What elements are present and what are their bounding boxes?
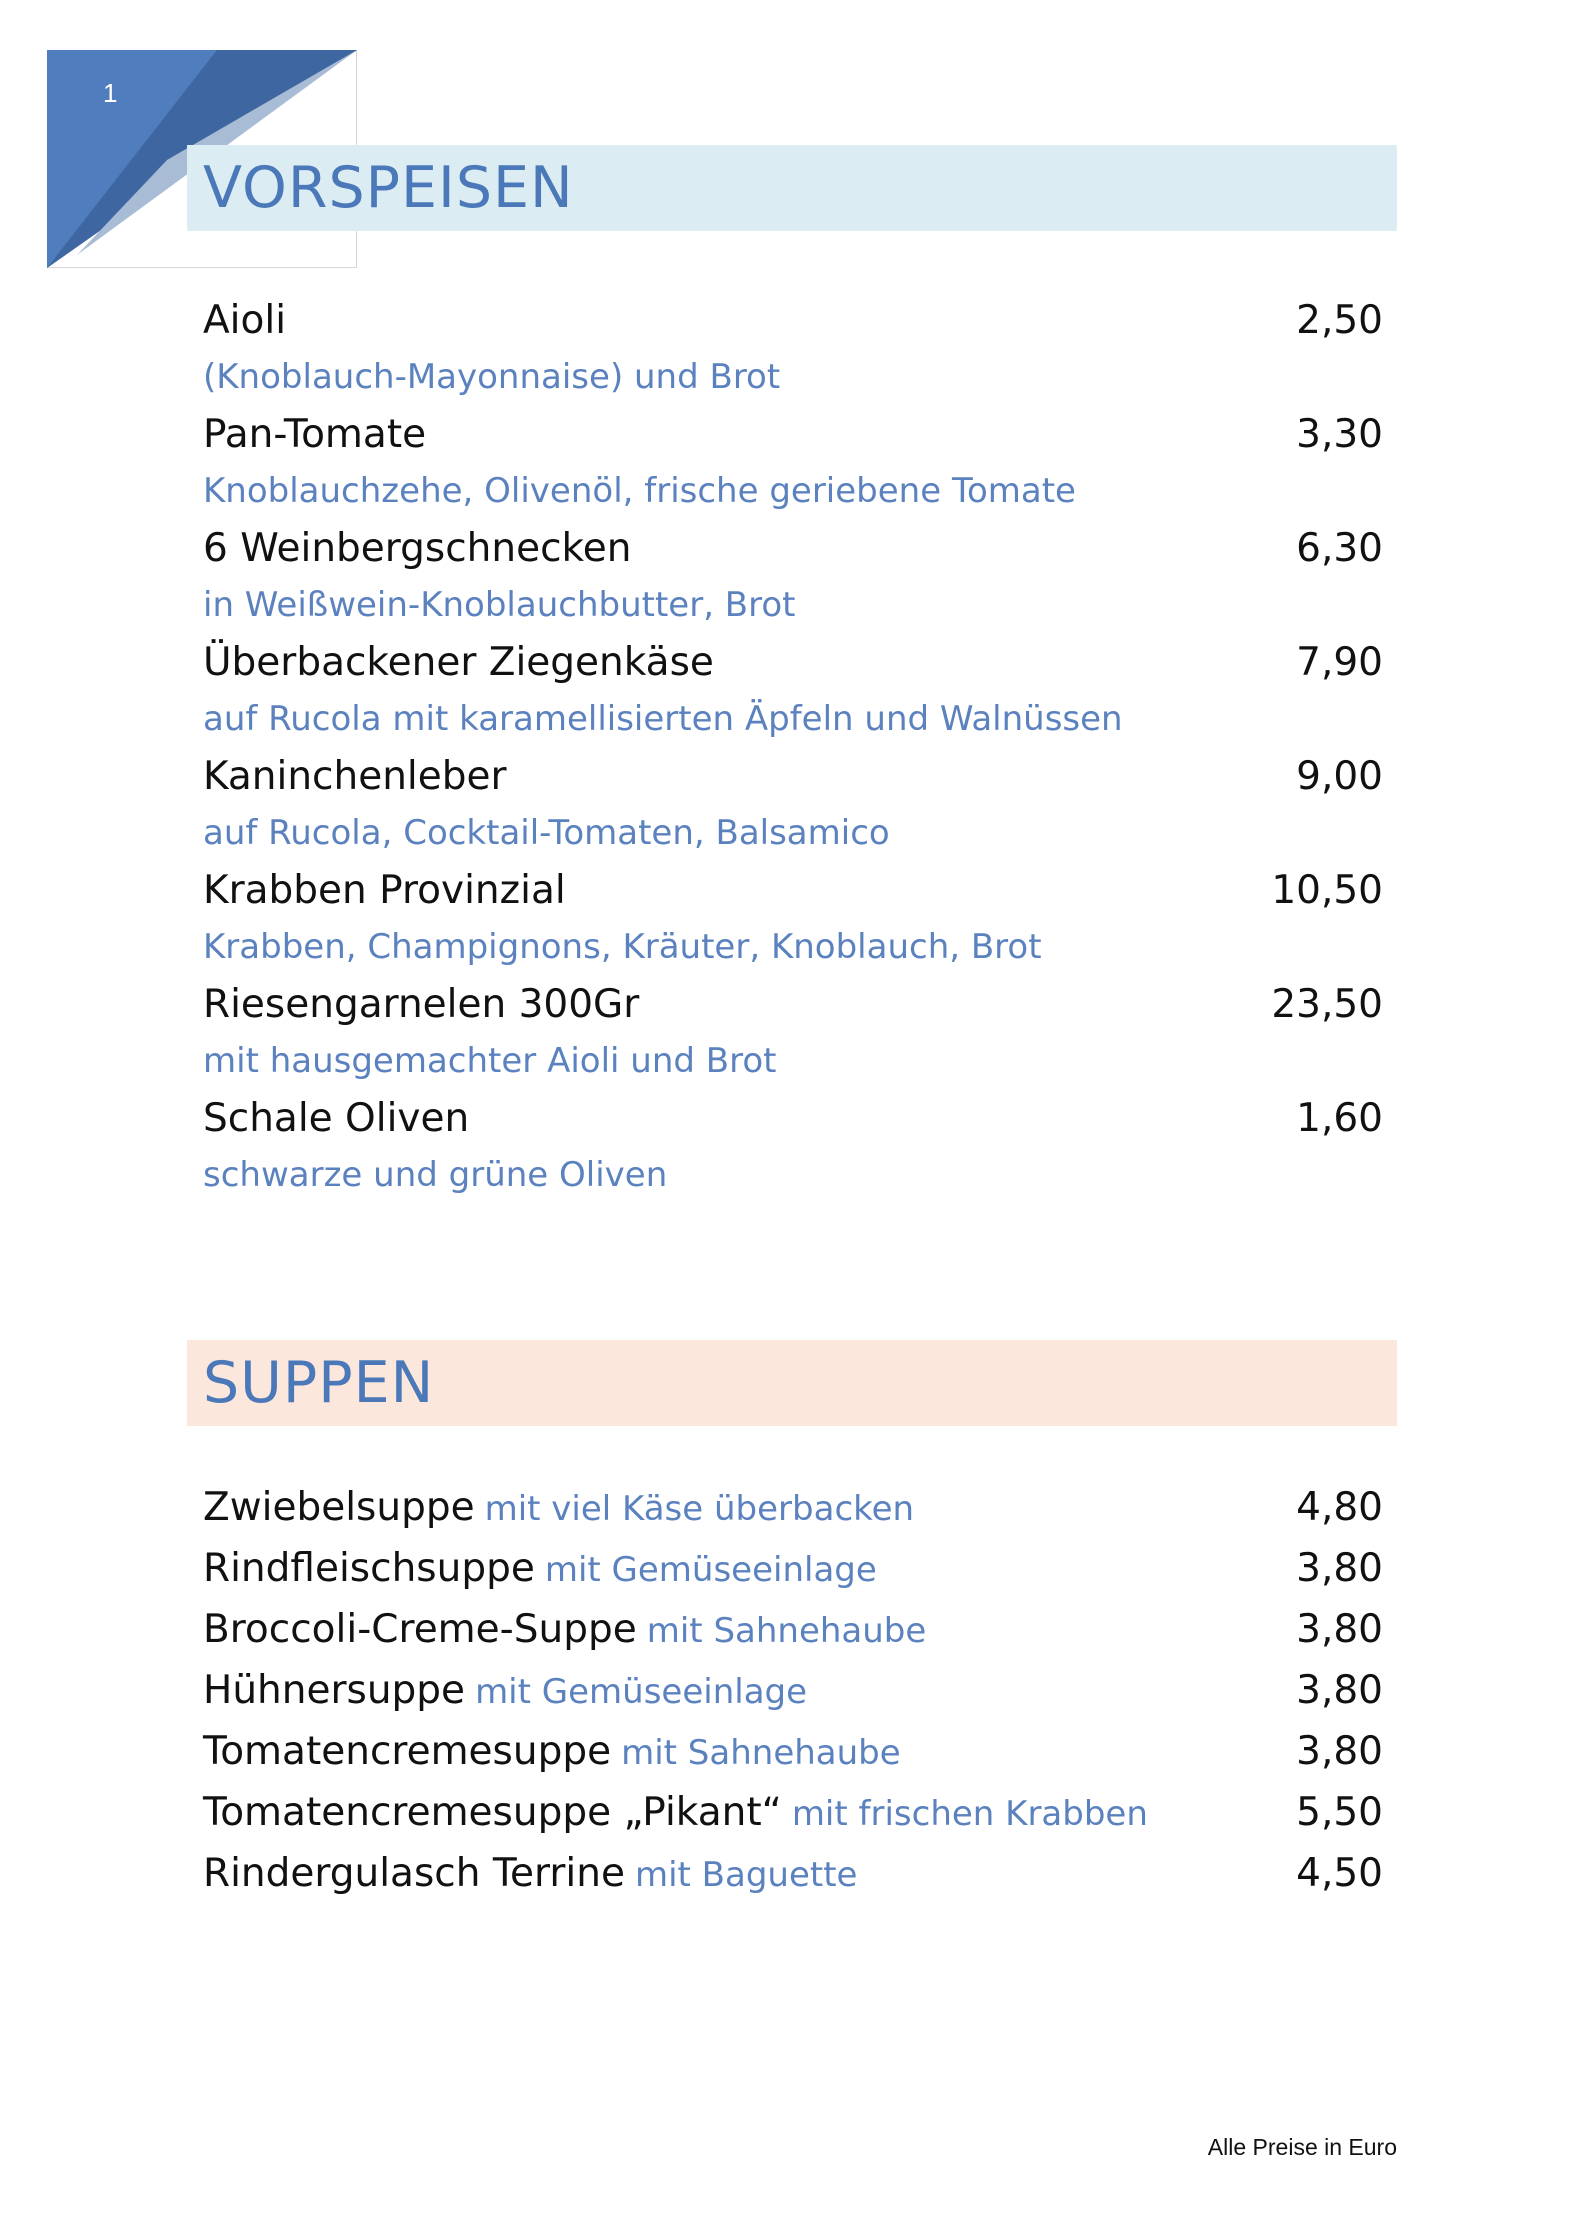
item-description: mit Gemüseeinlage [475, 1672, 808, 1712]
menu-item [203, 1090, 1383, 1204]
item-price: 6,30 [1296, 526, 1383, 571]
item-name: Aioli [203, 298, 287, 343]
item-name: Kaninchenleber [203, 754, 507, 799]
page-number: 1 [103, 78, 118, 108]
menu-item [203, 292, 1383, 406]
menu-item [203, 1660, 1383, 1721]
section-title-vorspeisen: VORSPEISEN [187, 145, 1397, 231]
item-description: mit Sahnehaube [646, 1611, 927, 1651]
item-name: Tomatencremesuppe [203, 1729, 612, 1774]
item-description: mit Baguette [634, 1855, 858, 1895]
item-name: Rindfleischsuppe [203, 1546, 535, 1591]
item-description: mit frischen Krabben [791, 1794, 1148, 1834]
item-name: Überbackener Ziegenkäse [203, 640, 714, 685]
item-price: 3,30 [1296, 412, 1383, 457]
item-price: 9,00 [1296, 754, 1383, 799]
item-description: auf Rucola, Cocktail-Tomaten, Balsamico [203, 813, 890, 853]
item-price: 4,50 [1296, 1851, 1383, 1896]
menu-item [203, 976, 1383, 1090]
item-description: auf Rucola mit karamellisierten Äpfeln und Walnüssen [203, 699, 1123, 739]
item-price: 3,80 [1296, 1607, 1383, 1652]
footer-note: Alle Preise in Euro [1207, 2134, 1397, 2160]
item-description: mit viel Käse überbacken [484, 1489, 915, 1529]
item-description: mit Gemüseeinlage [544, 1550, 877, 1590]
item-name: Riesengarnelen 300Gr [203, 982, 640, 1027]
item-description: schwarze und grüne Oliven [203, 1155, 668, 1195]
item-name: Pan-Tomate [203, 412, 427, 457]
item-price: 3,80 [1296, 1668, 1383, 1713]
menu-item [203, 520, 1383, 634]
menu-item [203, 1721, 1383, 1782]
menu-item [203, 1782, 1383, 1843]
soup-list [203, 1477, 1383, 1904]
item-name: Rindergulasch Terrine [203, 1851, 625, 1896]
menu-item [203, 1477, 1383, 1538]
menu-item [203, 406, 1383, 520]
item-name: Zwiebelsuppe [203, 1485, 475, 1530]
item-description: (Knoblauch-Mayonnaise) und Brot [203, 357, 781, 397]
starter-list [203, 292, 1383, 1204]
item-name: Broccoli-Creme-Suppe [203, 1607, 637, 1652]
item-description: Krabben, Champignons, Kräuter, Knoblauch, Brot [203, 927, 1042, 967]
item-price: 3,80 [1296, 1546, 1383, 1591]
menu-item [203, 1599, 1383, 1660]
item-name: Krabben Provinzial [203, 868, 566, 913]
menu-item [203, 1538, 1383, 1599]
item-description: mit hausgemachter Aioli und Brot [203, 1041, 777, 1081]
item-name: Hühnersuppe [203, 1668, 466, 1713]
item-description: in Weißwein-Knoblauchbutter, Brot [203, 585, 796, 625]
item-price: 5,50 [1296, 1790, 1383, 1835]
item-price: 7,90 [1296, 640, 1383, 685]
menu-item [203, 1843, 1383, 1904]
item-price: 1,60 [1296, 1096, 1383, 1141]
item-description: Knoblauchzehe, Olivenöl, frische geriebene Tomate [203, 471, 1076, 511]
menu-item [203, 748, 1383, 862]
section-title-suppen: SUPPEN [187, 1340, 1397, 1426]
item-name: 6 Weinbergschnecken [203, 526, 632, 571]
item-price: 2,50 [1296, 298, 1383, 343]
item-price: 3,80 [1296, 1729, 1383, 1774]
item-name: Tomatencremesuppe „Pikant“ [203, 1790, 782, 1835]
menu-item [203, 634, 1383, 748]
item-price: 4,80 [1296, 1485, 1383, 1530]
item-price: 23,50 [1271, 982, 1383, 1027]
item-description: mit Sahnehaube [621, 1733, 901, 1773]
item-price: 10,50 [1271, 868, 1383, 913]
menu-item [203, 862, 1383, 976]
item-name: Schale Oliven [203, 1096, 470, 1141]
